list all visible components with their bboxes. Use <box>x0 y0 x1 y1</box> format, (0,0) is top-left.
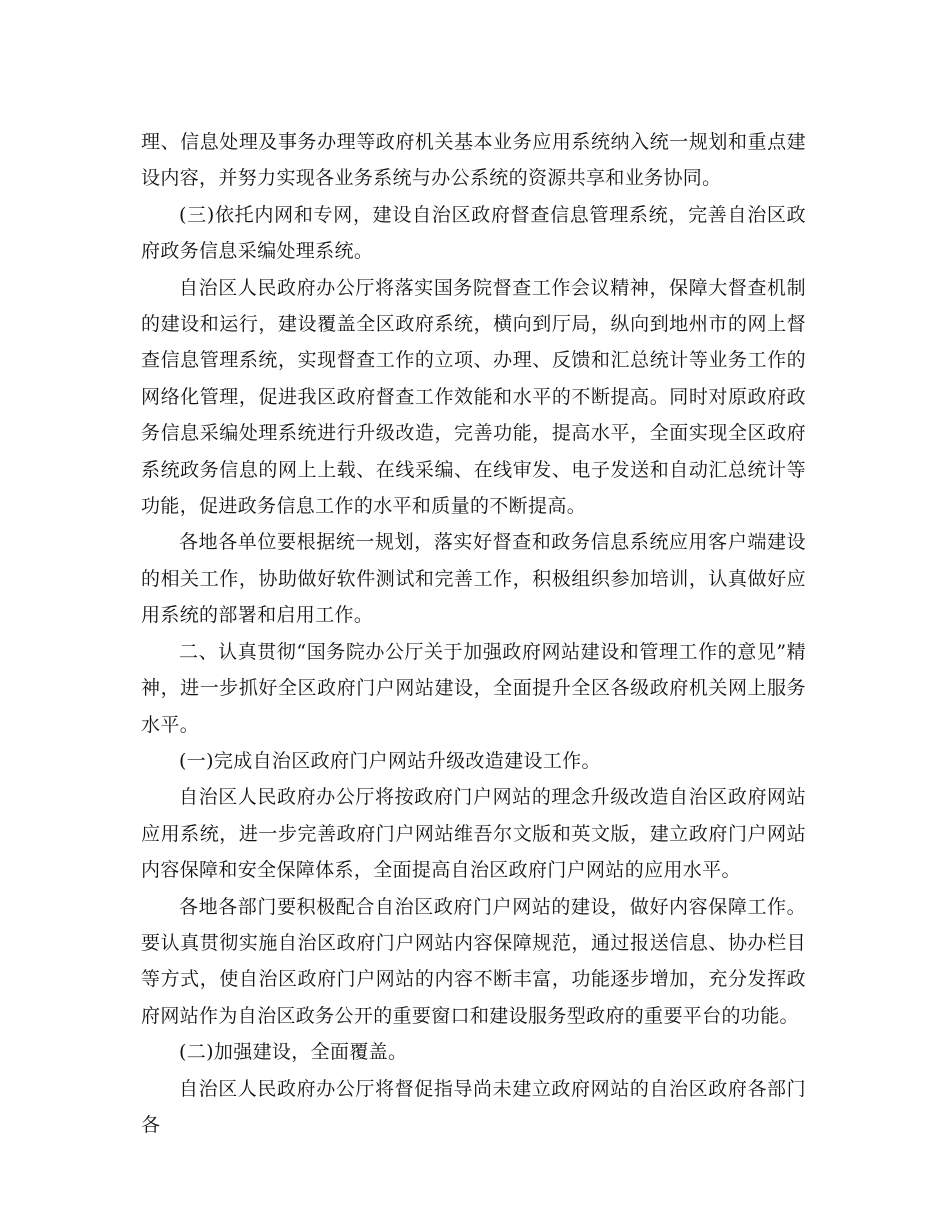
subsection-heading-1: (一)完成自治区政府门户网站升级改造建设工作。 <box>179 749 601 772</box>
document-body <box>141 124 806 1143</box>
paragraph-1: 理、信息处理及事务办理等政府机关基本业务应用系统纳入统一规划和重点建设内容，并努力实现各业务系统与办公系统的资源共享和业务协同。 <box>141 131 806 190</box>
subsection-heading-2: (二)加强建设，全面覆盖。 <box>179 1041 408 1064</box>
paragraph-10: 自治区人民政府办公厅将督促指导尚未建立政府网站的自治区政府各部门各 <box>141 1077 806 1136</box>
section-heading-2: 二、认真贯彻“国务院办公厅关于加强政府网站建设和管理工作的意见”精神，进一步抓好全区政府门户网站建设，全面提升全区各级政府机关网上服务水平。 <box>141 640 806 736</box>
paragraph-7: 自治区人民政府办公厅将按政府门户网站的理念升级改造自治区政府网站应用系统，进一步完善政府门户网站维吾尔文版和英文版，建立政府门户网站内容保障和安全保障体系，全面提高自治区政府门户网站的应用水平。 <box>141 786 806 882</box>
paragraph-3: 自治区人民政府办公厅将落实国务院督查工作会议精神，保障大督查机制的建设和运行，建设覆盖全区政府系统，横向到厅局，纵向到地州市的网上督查信息管理系统，实现督查工作的立项、办理、反馈和汇总统计等业务工作的网络化管理，促进我区政府督查工作效能和水平的不断提高。同时对原政府政务信息采编处理系统进行升级改造，完善功能，提高水平，全面实现全区政府系统政务信息的网上上载、在线采编、在线审发、电子发送和自动汇总统计等功能，促进政务信息工作的水平和质量的不断提高。 <box>141 276 806 518</box>
paragraph-4: 各地各单位要根据统一规划，落实好督查和政务信息系统应用客户端建设的相关工作，协助做好软件测试和完善工作，积极组织参加培训，认真做好应用系统的部署和启用工作。 <box>141 531 806 627</box>
paragraph-2: (三)依托内网和专网，建设自治区政府督查信息管理系统，完善自治区政府政务信息采编处理系统。 <box>141 203 806 263</box>
paragraph-8: 各地各部门要积极配合自治区政府门户网站的建设，做好内容保障工作。要认真贯彻实施自治区政府门户网站内容保障规范，通过报送信息、协办栏目等方式，使自治区政府门户网站的内容不断丰富，功能逐步增加，充分发挥政府网站作为自治区政务公开的重要窗口和建设服务型政府的重要平台的功能。 <box>141 895 806 1027</box>
